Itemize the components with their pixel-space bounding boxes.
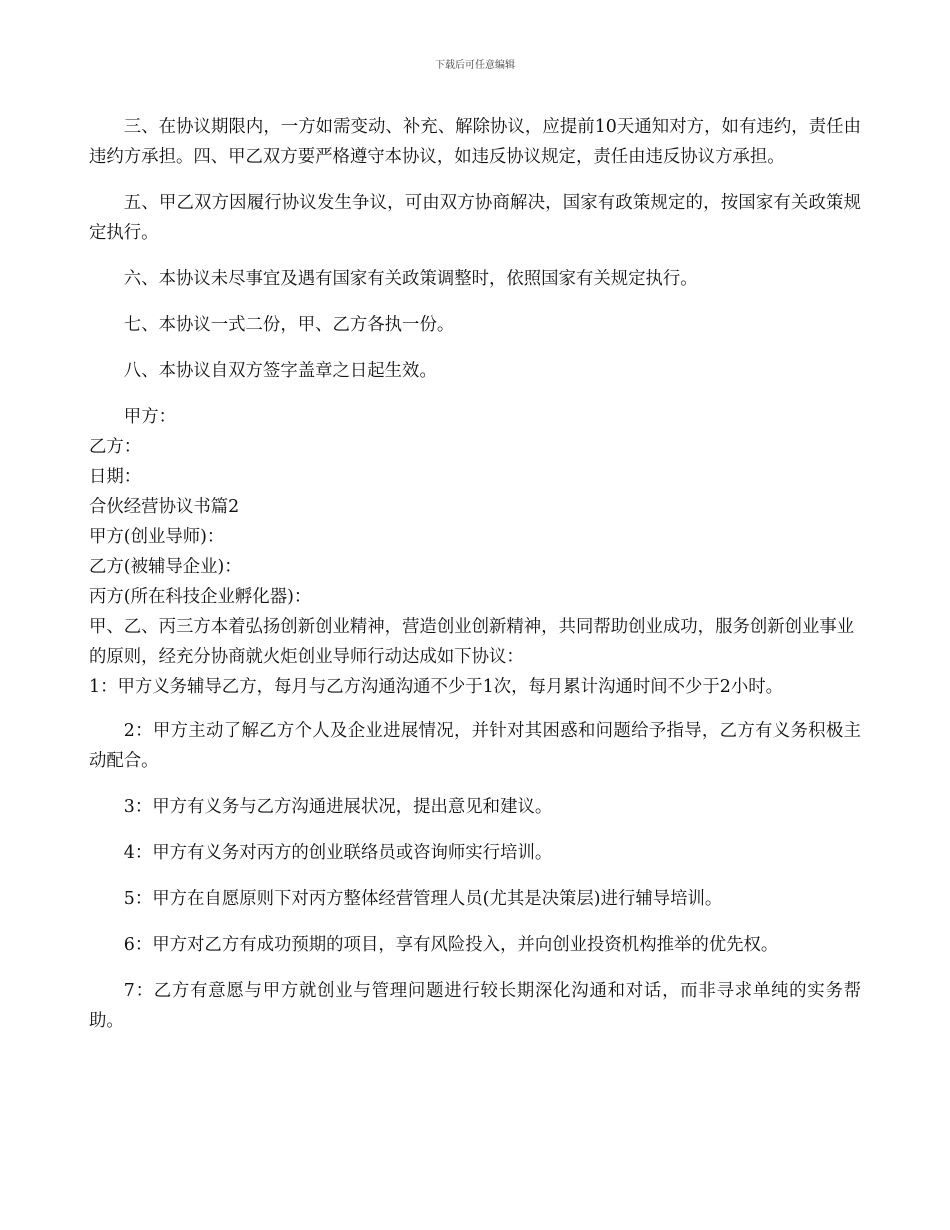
agreement-intro: 甲、乙、丙三方本着弘扬创新创业精神，营造创业创新精神，共同帮助创业成功，服务创新创业事业的原则，经充分协商就火炬创业导师行动达成如下协议： [89,617,855,667]
item-7: 7：乙方有意愿与甲方就创业与管理问题进行较长期深化沟通和对话，而非寻求单纯的实务帮助。 [89,981,861,1031]
party-b-label: 乙方： [89,437,142,457]
party-a-mentor: 甲方(创业导师)： [89,527,225,547]
item-3: 3：甲方有义务与乙方沟通进展状况，提出意见和建议。 [123,797,553,817]
item-5: 5：甲方在自愿原则下对丙方整体经营管理人员(尤其是决策层)进行辅导培训。 [123,889,723,909]
item-2: 2：甲方主动了解乙方个人及企业进展情况，并针对其困惑和问题给予指导，乙方有义务积极主动配合。 [89,721,861,771]
document-body [89,112,861,1052]
item-1: 1：甲方义务辅导乙方，每月与乙方沟通沟通不少于1次，每月累计沟通时间不少于2小时。 [89,677,784,697]
party-c-incubator: 丙方(所在科技企业孵化器)： [89,587,312,607]
clause-6: 六、本协议未尽事宜及遇有国家有关政策调整时，依照国家有关规定执行。 [123,269,698,289]
party-a-label: 甲方： [123,407,176,427]
page-header-note: 下载后可任意编辑 [435,60,515,71]
item-6: 6：甲方对乙方有成功预期的项目，享有风险投入，并向创业投资机构推举的优先权。 [123,935,779,955]
date-label: 日期： [89,467,142,487]
clause-3: 三、在协议期限内，一方如需变动、补充、解除协议，应提前10天通知对方，如有违约，责任由违约方承担。四、甲乙双方要严格遵守本协议，如违反协议规定，责任由违反协议方承担。 [89,117,861,167]
item-4: 4：甲方有义务对丙方的创业联络员或咨询师实行培训。 [123,843,553,863]
party-b-enterprise: 乙方(被辅导企业)： [89,557,242,577]
section-title: 合伙经营协议书篇2 [89,497,240,517]
clause-7: 七、本协议一式二份，甲、乙方各执一份。 [123,315,455,335]
clause-8: 八、本协议自双方签字盖章之日起生效。 [123,361,437,381]
clause-5: 五、甲乙双方因履行协议发生争议，可由双方协商解决，国家有政策规定的，按国家有关政策规定执行。 [89,193,861,243]
